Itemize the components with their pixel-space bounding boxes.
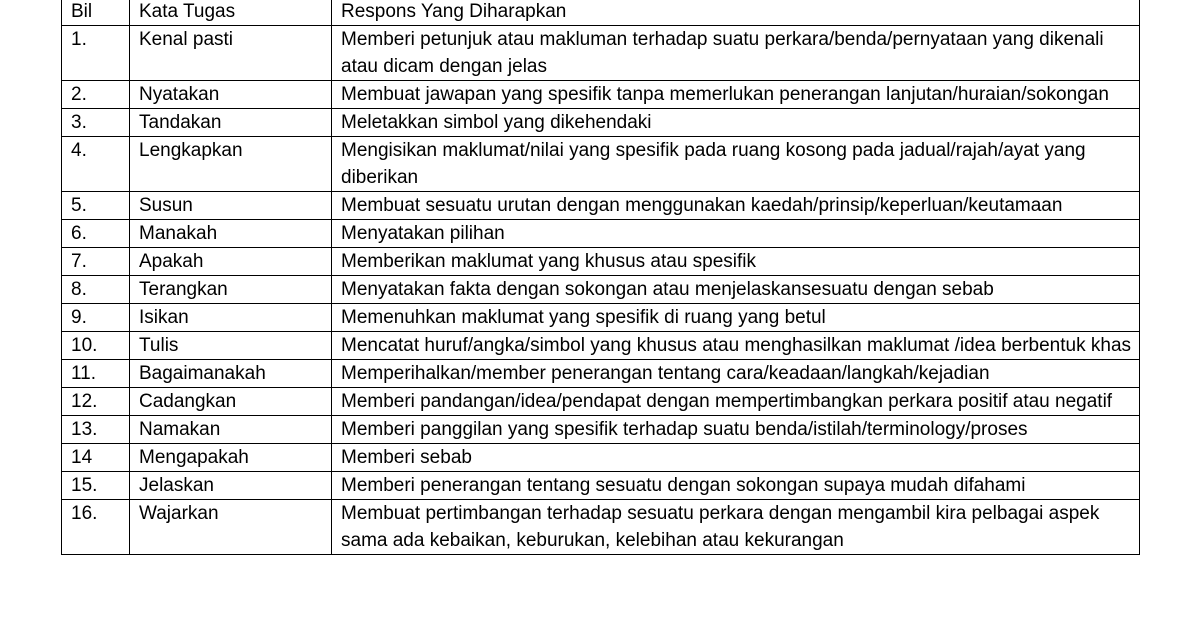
table-header-row <box>62 0 1140 26</box>
cell-bil: 3. <box>62 109 130 137</box>
cell-bil: 9. <box>62 304 130 332</box>
kata-tugas-table <box>61 0 1140 555</box>
cell-respons: Meletakkan simbol yang dikehendaki <box>332 109 1140 137</box>
cell-kata-tugas: Namakan <box>130 416 332 444</box>
cell-kata-tugas: Tulis <box>130 332 332 360</box>
cell-bil: 12. <box>62 388 130 416</box>
table-row <box>62 220 1140 248</box>
cell-kata-tugas: Mengapakah <box>130 444 332 472</box>
cell-respons: Memberi penerangan tentang sesuatu dengan sokongan supaya mudah difahami <box>332 472 1140 500</box>
cell-respons: Menyatakan fakta dengan sokongan atau menjelaskansesuatu dengan sebab <box>332 276 1140 304</box>
cell-kata-tugas: Susun <box>130 192 332 220</box>
cell-kata-tugas: Cadangkan <box>130 388 332 416</box>
table-row <box>62 81 1140 109</box>
table-body <box>62 26 1140 555</box>
cell-respons: Memenuhkan maklumat yang spesifik di ruang yang betul <box>332 304 1140 332</box>
cell-respons: Membuat sesuatu urutan dengan menggunakan kaedah/prinsip/keperluan/keutamaan <box>332 192 1140 220</box>
table-row <box>62 192 1140 220</box>
cell-bil: 2. <box>62 81 130 109</box>
cell-bil: 8. <box>62 276 130 304</box>
table-row <box>62 360 1140 388</box>
cell-respons: Memberi sebab <box>332 444 1140 472</box>
table-row <box>62 304 1140 332</box>
cell-bil: 1. <box>62 26 130 81</box>
table-row <box>62 332 1140 360</box>
cell-bil: 11. <box>62 360 130 388</box>
cell-bil: 13. <box>62 416 130 444</box>
cell-kata-tugas: Isikan <box>130 304 332 332</box>
document-page <box>61 0 1139 555</box>
cell-bil: 4. <box>62 137 130 192</box>
cell-respons: Membuat jawapan yang spesifik tanpa memerlukan penerangan lanjutan/huraian/sokongan <box>332 81 1140 109</box>
cell-respons: Mencatat huruf/angka/simbol yang khusus atau menghasilkan maklumat /idea berbentuk khas <box>332 332 1140 360</box>
cell-bil: 16. <box>62 500 130 555</box>
cell-bil: 7. <box>62 248 130 276</box>
cell-respons: Memberi panggilan yang spesifik terhadap suatu benda/istilah/terminology/proses <box>332 416 1140 444</box>
cell-kata-tugas: Terangkan <box>130 276 332 304</box>
table-row <box>62 388 1140 416</box>
cell-respons: Menyatakan pilihan <box>332 220 1140 248</box>
table-row <box>62 472 1140 500</box>
cell-bil: 15. <box>62 472 130 500</box>
table-row <box>62 276 1140 304</box>
cell-kata-tugas: Jelaskan <box>130 472 332 500</box>
table-row <box>62 500 1140 555</box>
cell-bil: 5. <box>62 192 130 220</box>
table-row <box>62 444 1140 472</box>
header-respons: Respons Yang Diharapkan <box>332 0 1140 26</box>
cell-respons: Mengisikan maklumat/nilai yang spesifik pada ruang kosong pada jadual/rajah/ayat yang diberikan <box>332 137 1140 192</box>
table-row <box>62 26 1140 81</box>
cell-kata-tugas: Kenal pasti <box>130 26 332 81</box>
cell-kata-tugas: Bagaimanakah <box>130 360 332 388</box>
table-row <box>62 248 1140 276</box>
cell-kata-tugas: Wajarkan <box>130 500 332 555</box>
cell-kata-tugas: Nyatakan <box>130 81 332 109</box>
cell-bil: 10. <box>62 332 130 360</box>
table-row <box>62 416 1140 444</box>
cell-kata-tugas: Tandakan <box>130 109 332 137</box>
cell-respons: Memberi pandangan/idea/pendapat dengan mempertimbangkan perkara positif atau negatif <box>332 388 1140 416</box>
header-kata-tugas: Kata Tugas <box>130 0 332 26</box>
cell-respons: Memberikan maklumat yang khusus atau spesifik <box>332 248 1140 276</box>
cell-bil: 6. <box>62 220 130 248</box>
cell-respons: Memperihalkan/member penerangan tentang cara/keadaan/langkah/kejadian <box>332 360 1140 388</box>
cell-kata-tugas: Lengkapkan <box>130 137 332 192</box>
cell-kata-tugas: Manakah <box>130 220 332 248</box>
cell-respons: Memberi petunjuk atau makluman terhadap suatu perkara/benda/pernyataan yang dikenali atau dicam dengan jelas <box>332 26 1140 81</box>
cell-respons: Membuat pertimbangan terhadap sesuatu perkara dengan mengambil kira pelbagai aspek sama ada kebaikan, keburukan, kelebihan atau kekurangan <box>332 500 1140 555</box>
header-bil: Bil <box>62 0 130 26</box>
table-row <box>62 109 1140 137</box>
table-row <box>62 137 1140 192</box>
cell-kata-tugas: Apakah <box>130 248 332 276</box>
cell-bil: 14 <box>62 444 130 472</box>
